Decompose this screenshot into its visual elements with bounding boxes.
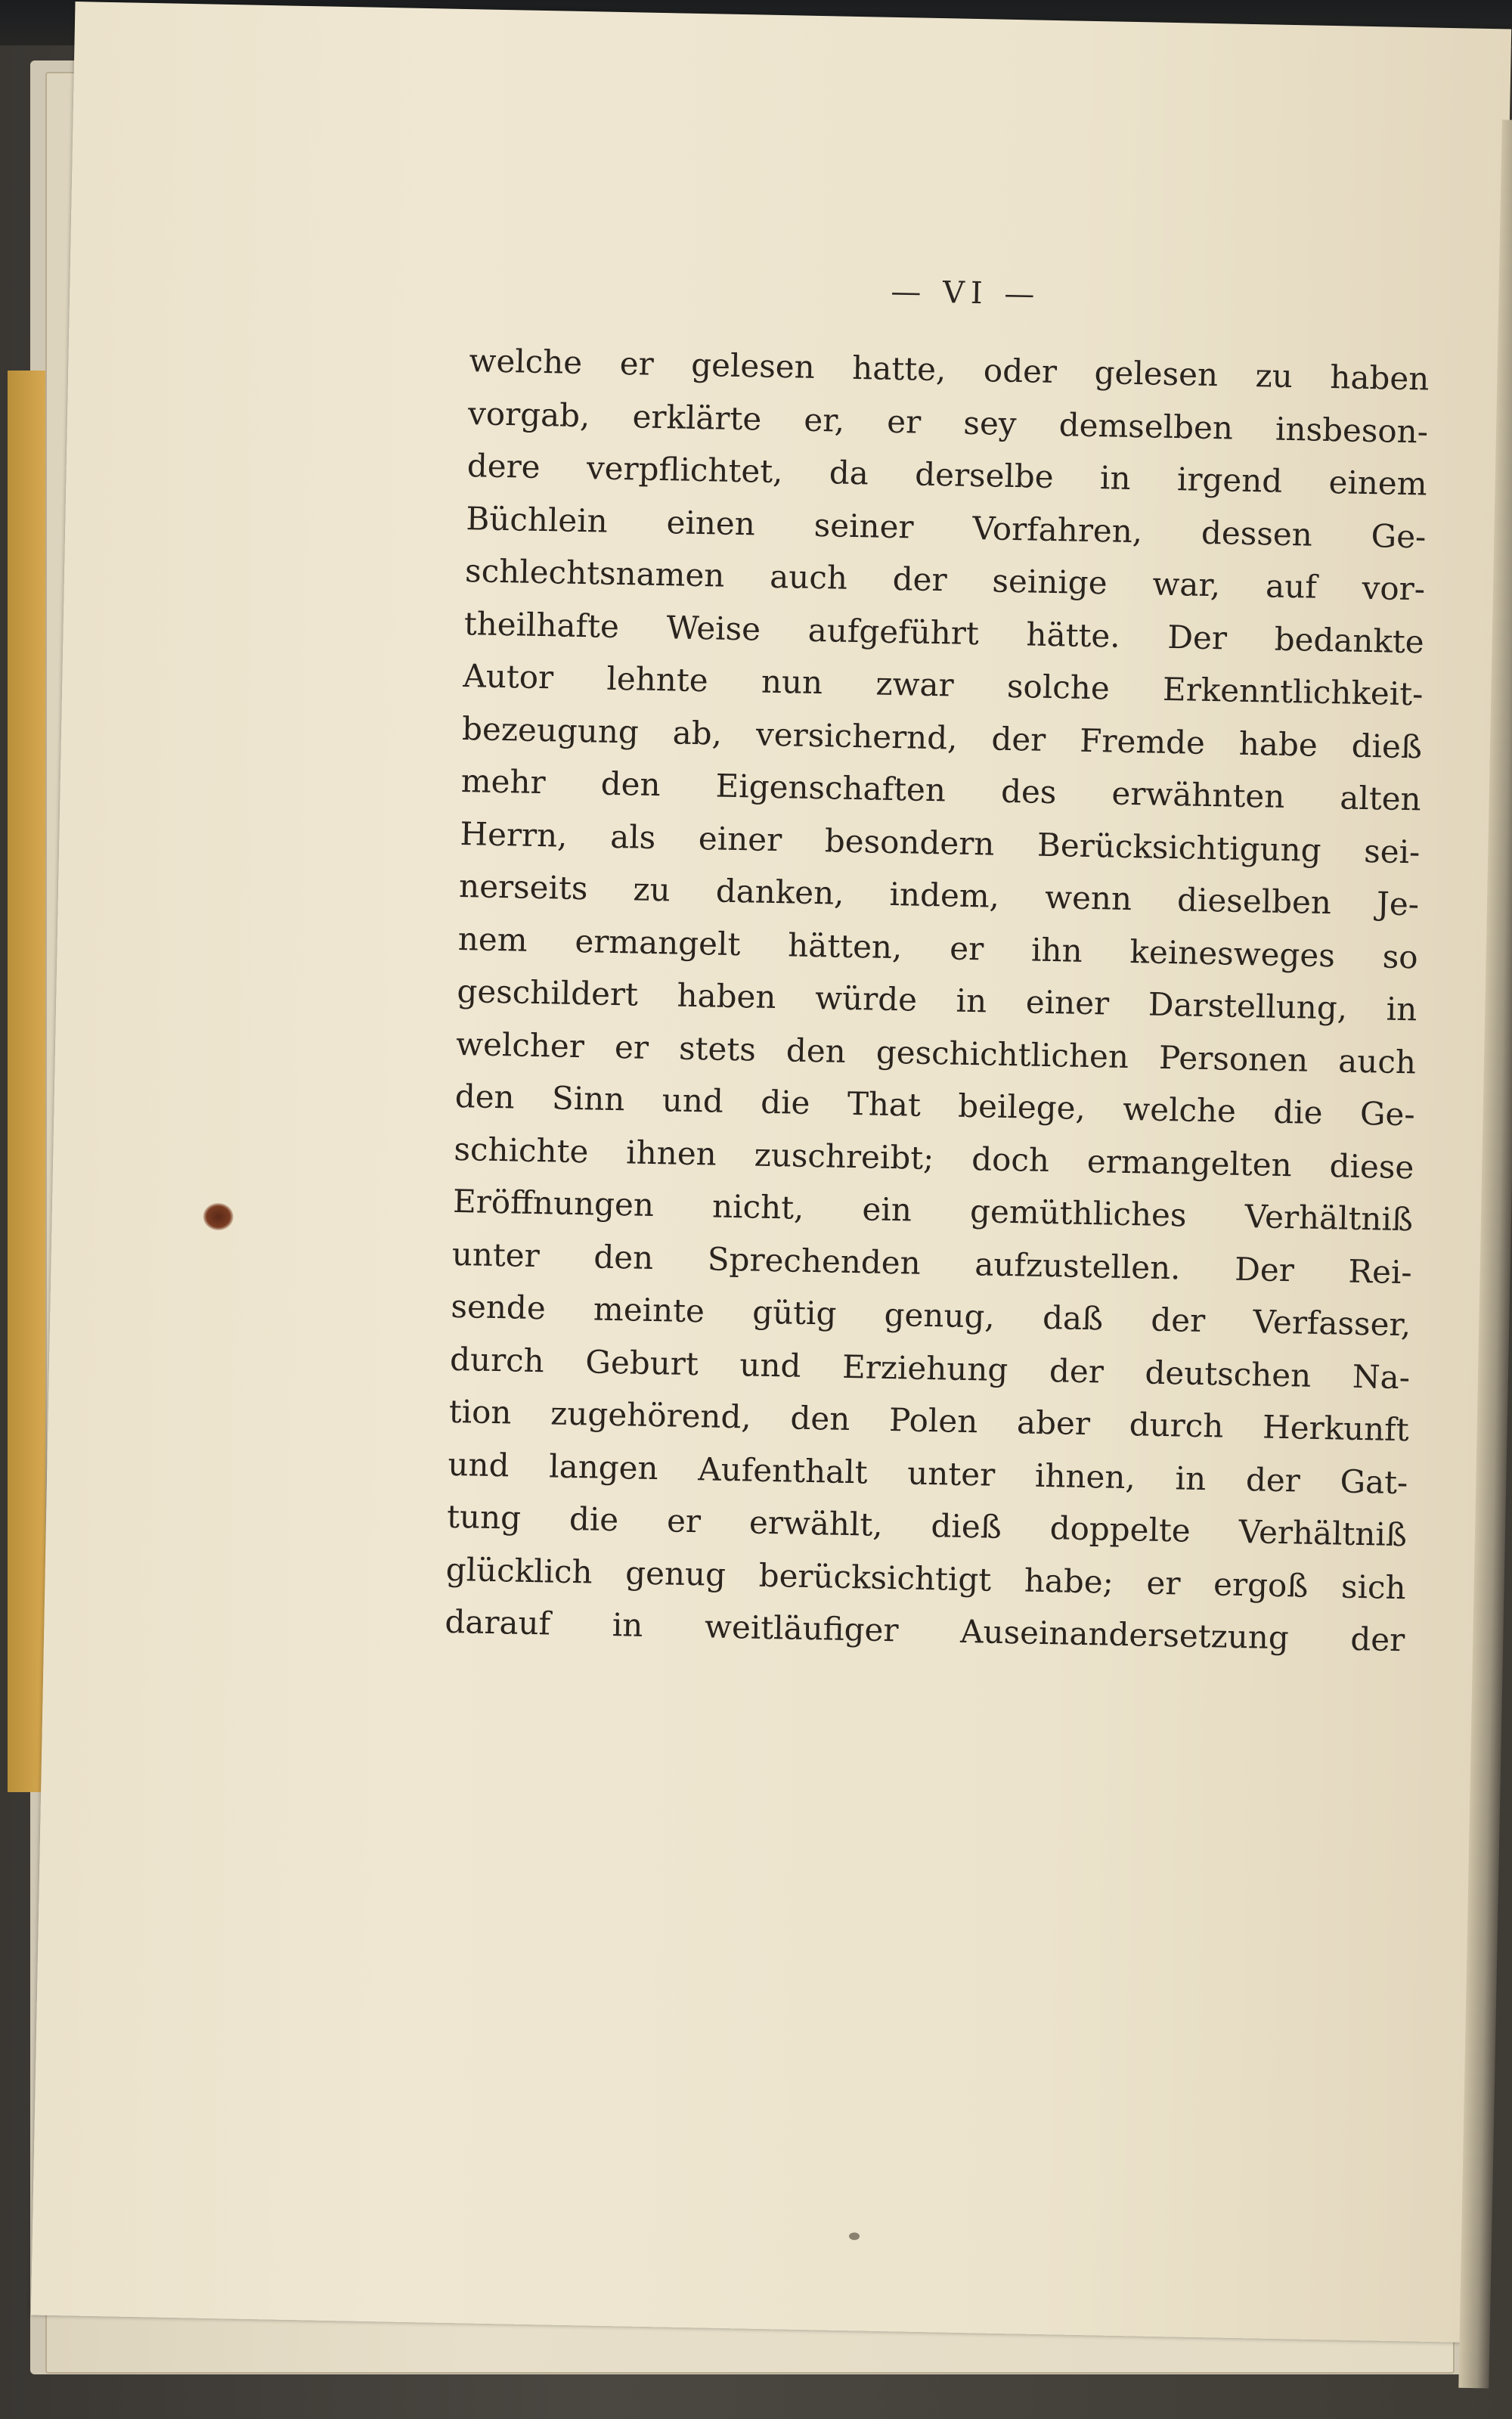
text-line: nerseits zu danken, indem, wenn dieselben Je- [458, 867, 1420, 923]
text-line: Büchlein einen seiner Vorfahren, dessen Ge- [466, 499, 1427, 555]
text-line: geschildert haben würde in einer Darstellung, in [457, 972, 1418, 1028]
text-line: darauf in weitläufiger Auseinandersetzung der [445, 1602, 1405, 1659]
text-line: Eröffnungen nicht, ein gemüthliches Verhältniß [452, 1182, 1414, 1239]
text-line: glücklich genug berücksichtigt habe; er ergoß sich [445, 1550, 1407, 1606]
book-page [31, 2, 1511, 2343]
text-line: bezeugung ab, versichernd, der Fremde habe dieß [461, 709, 1423, 765]
text-line: vorgab, erklärte er, er sey demselben insbeson- [467, 394, 1429, 450]
text-line: durch Geburt und Erziehung der deutschen Na- [449, 1340, 1411, 1396]
text-line: nem ermangelt hätten, er ihn keinesweges so [457, 920, 1419, 975]
text-line: schichte ihnen zuschreibt; doch ermangelten diese [454, 1130, 1414, 1186]
body-text [445, 334, 1430, 1667]
text-line: dere verpflichtet, da derselbe in irgend einem [466, 447, 1428, 503]
page-speck [849, 2232, 860, 2240]
text-line: welcher er stets den geschichtlichen Personen auch [455, 1025, 1417, 1081]
page-stain [203, 1203, 234, 1231]
text-line: schlechtsnamen auch der seinige war, auf vor- [464, 552, 1426, 608]
text-line: den Sinn und die That beilege, welche die Ge- [454, 1077, 1416, 1134]
text-line: sende meinte gütig genug, daß der Verfasser, [451, 1287, 1411, 1344]
text-line: tung die er erwählt, dieß doppelte Verhältniß [446, 1497, 1408, 1554]
text-line: Herrn, als einer besondern Berücksichtigung sei- [460, 814, 1421, 870]
text-line: und langen Aufenthalt unter ihnen, in der Gat- [448, 1445, 1408, 1501]
text-line: unter den Sprechenden aufzustellen. Der Rei- [451, 1235, 1413, 1291]
running-head: — VI — [890, 274, 1041, 312]
text-line: tion zugehörend, den Polen aber durch Herkunft [448, 1392, 1410, 1449]
text-line: welche er gelesen hatte, oder gelesen zu haben [469, 342, 1430, 398]
text-line: Autor lehnte nun zwar solche Erkenntlichkeit- [463, 657, 1424, 713]
text-line: theilhafte Weise aufgeführt hätte. Der bedankte [463, 604, 1425, 660]
text-line: mehr den Eigenschaften des erwähnten alten [460, 762, 1422, 818]
